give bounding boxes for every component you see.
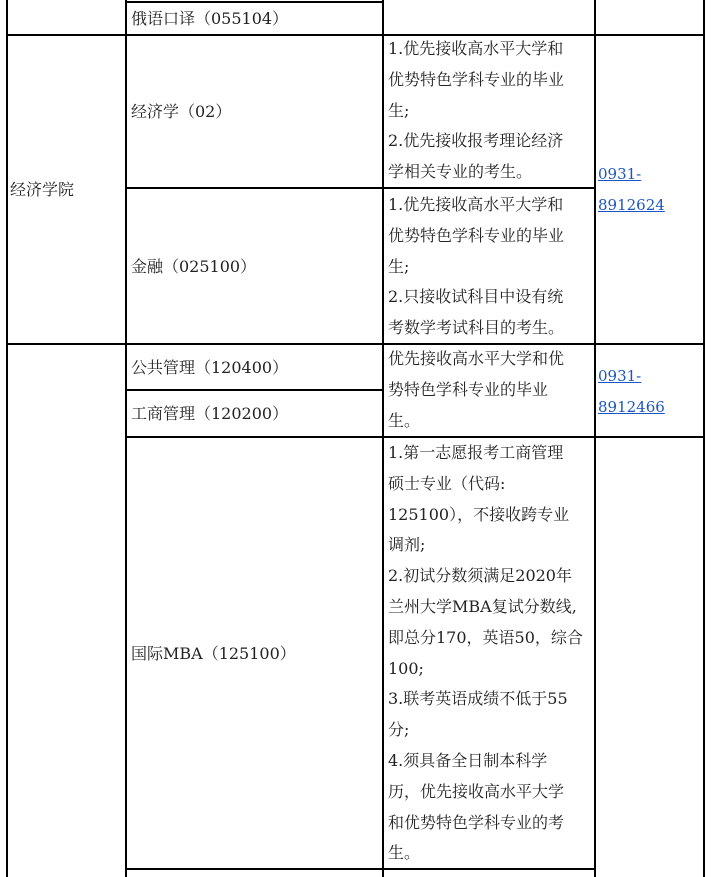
grid-line xyxy=(6,34,705,36)
major-cell xyxy=(131,391,288,436)
grid-line xyxy=(6,0,8,877)
major-cell xyxy=(131,345,288,389)
major-cell xyxy=(131,3,288,34)
grid-line xyxy=(382,0,384,877)
grid-line xyxy=(594,0,596,877)
grid-line xyxy=(703,0,705,877)
requirement-text: 1.优先接收高水平大学和 优势特色学科专业的毕业 生; 2.优先接收报考理论经济 学相关专业的考生。 xyxy=(388,39,565,182)
grid-line xyxy=(6,343,705,345)
major-cell xyxy=(131,189,256,343)
contact-cell xyxy=(598,360,665,424)
major-name: 金融（025100） xyxy=(131,256,257,276)
major-name: 国际MBA（125100） xyxy=(131,643,296,663)
requirement-text: 优先接收高水平大学和优 势特色学科专业的毕业 生。 xyxy=(388,349,565,430)
major-cell xyxy=(131,438,296,868)
college-name: 经济学院 xyxy=(10,180,75,199)
contact-cell xyxy=(598,158,665,222)
college-cell xyxy=(10,36,74,343)
grid-line xyxy=(125,0,127,877)
requirement-text: 1.优先接收高水平大学和 优势特色学科专业的毕业 生; 2.只接收试科目中设有统 考数学考试科目的考生。 xyxy=(388,195,565,338)
major-name: 俄语口译（055104） xyxy=(131,9,289,28)
phone-link[interactable]: 0931- 8912624 xyxy=(598,165,665,214)
major-name: 工商管理（120200） xyxy=(131,404,289,423)
requirement-text: 1.第一志愿报考工商管理 硕士专业（代码: 125100），不接收跨专业 调剂; 2.初试分数须满足2020年 兰州大学MBA复试分数线, 即总分170，英语50，综合 100; 3.联考英语成绩不低于55 分; 4.须具备全日制本科学 历，优先接收高水平大学 和优势特色学科专业的考 生。 xyxy=(388,443,583,863)
major-name: 公共管理（120400） xyxy=(131,357,289,377)
major-name: 经济学（02） xyxy=(131,102,232,121)
phone-link[interactable]: 0931- 8912466 xyxy=(598,367,665,416)
major-cell xyxy=(131,36,231,187)
